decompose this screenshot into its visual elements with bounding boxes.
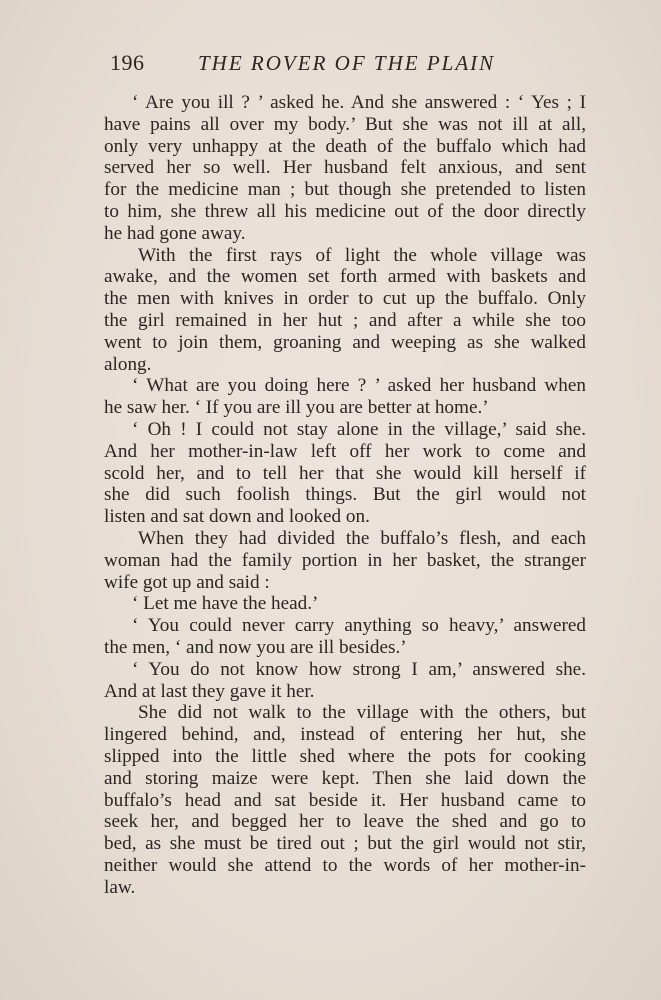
text-line: ‘ Let me have the head.’ [132, 593, 319, 615]
text-line: awake, and the women set forth armed with baskets and [104, 266, 586, 288]
text-line: When they had divided the buffalo’s flesh, and each [138, 527, 586, 549]
text-line: to him, she threw all his medicine out of the door directly [104, 200, 586, 222]
text-line: woman had the family portion in her basket, the stranger [104, 549, 586, 571]
running-head: THE ROVER OF THE PLAIN [198, 51, 496, 75]
text-line: buffalo’s head and sat beside it. Her husband came to [104, 789, 586, 811]
text-line: scold her, and to tell her that she would kill herself if [104, 462, 586, 484]
text-line: have pains all over my body.’ But she was not ill at all, [104, 113, 586, 135]
text-line: seek her, and begged her to leave the shed and go to [104, 811, 586, 833]
text-line: wife got up and said : [104, 571, 270, 593]
text-line: the girl remained in her hut ; and after a while she too [104, 309, 586, 331]
text-line: slipped into the little shed where the pots for cooking [104, 745, 586, 767]
text-line: She did not walk to the village with the others, but [138, 702, 586, 724]
text-line: the men with knives in order to cut up the buffalo. Only [104, 288, 586, 310]
text-line: and storing maize were kept. Then she laid down the [104, 767, 586, 789]
text-line: neither would she attend to the words of her mother-in- [104, 854, 586, 876]
text-line: along. [104, 353, 152, 375]
text-line: ‘ You could never carry anything so heavy,’ answered [132, 615, 586, 637]
text-line: served her so well. Her husband felt anxious, and sent [104, 157, 586, 179]
text-line: And her mother-in-law left off her work to come and [104, 440, 586, 462]
text-line: ‘ Are you ill ? ’ asked he. And she answered : ‘ Yes ; I [132, 92, 586, 113]
text-line: went to join them, groaning and weeping as she walked [104, 331, 586, 353]
text-line: only very unhappy at the death of the buffalo which had [104, 135, 586, 157]
text-line: he had gone away. [104, 222, 246, 244]
text-line: bed, as she must be tired out ; but the girl would not stir, [104, 833, 586, 855]
body-text [104, 92, 586, 898]
text-line: the men, ‘ and now you are ill besides.’ [104, 636, 407, 658]
text-line: he saw her. ‘ If you are ill you are better at home.’ [104, 397, 489, 419]
page-number: 196 [110, 50, 145, 75]
text-line: for the medicine man ; but though she pretended to listen [104, 179, 586, 201]
text-line: listen and sat down and looked on. [104, 506, 370, 528]
text-line: she did such foolish things. But the girl would not [104, 484, 586, 506]
text-line: law. [104, 876, 136, 898]
page-header [110, 50, 590, 80]
text-line: And at last they gave it her. [104, 680, 315, 702]
text-line: ‘ Oh ! I could not stay alone in the village,’ said she. [132, 418, 586, 440]
text-line: ‘ You do not know how strong I am,’ answered she. [132, 658, 586, 680]
text-line: ‘ What are you doing here ? ’ asked her husband when [132, 375, 586, 397]
text-line: With the first rays of light the whole village was [138, 244, 586, 266]
text-line: lingered behind, and, instead of entering her hut, she [104, 724, 586, 746]
